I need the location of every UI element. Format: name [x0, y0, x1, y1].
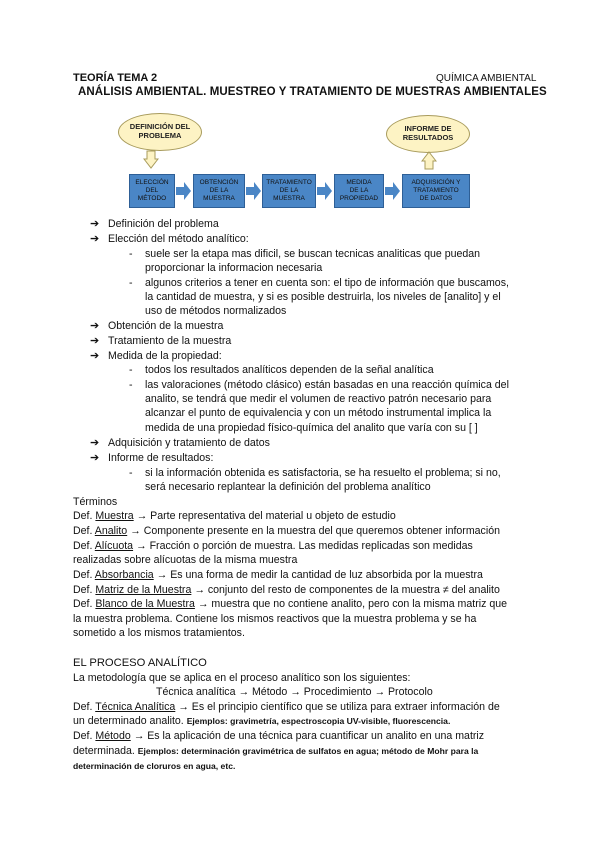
- dash-icon: -: [129, 364, 133, 376]
- bullet-arrow-icon: ➔: [90, 218, 100, 230]
- terms-heading: Términos: [73, 496, 118, 508]
- sub-item-text: medida de una propiedad físico-química del analito que varía con su [ ]: [145, 422, 478, 434]
- sub-item-text: proporcionar la informacion necesaria: [145, 262, 323, 274]
- step-tratamiento: Tratamiento de la muestra: [108, 335, 232, 347]
- def-blanco: Def. Blanco de la Muestra → muestra que no contiene analito, pero con la misma matriz que: [73, 598, 508, 610]
- bullet-arrow-icon: ➔: [90, 335, 100, 347]
- bubble-report: INFORME DE RESULTADOS: [386, 115, 470, 153]
- def-tecnica: Def. Técnica Analítica → Es el principio científico que se utiliza para extraer información de: [73, 701, 500, 713]
- flow-box-eleccion: ELECCIÓN DEL MÉTODO: [129, 174, 175, 208]
- dash-icon: -: [129, 467, 133, 479]
- def-metodo: Def. Método → Es la aplicación de una técnica para cuantificar un analito en una matriz: [73, 730, 485, 742]
- sub-item-text: alcanzar el punto de equivalencia y con un método instrumental implica la: [145, 407, 492, 419]
- step-eleccion: Elección del método analítico:: [108, 233, 249, 245]
- proceso-heading: EL PROCESO ANALÍTICO: [73, 657, 207, 669]
- page-title: ANÁLISIS AMBIENTAL. MUESTREO Y TRATAMIENTO DE MUESTRAS AMBIENTALES: [78, 86, 547, 98]
- proceso-chain: Técnica analítica → Método → Procedimiento → Protocolo: [156, 686, 433, 698]
- step-informe: Informe de resultados:: [108, 452, 214, 464]
- def-alicuota-cont: realizadas sobre alícuotas de la misma muestra: [73, 554, 298, 566]
- def-metodo-cont: determinada. Ejemplos: determinación gravimétrica de sulfatos en agua; método de Mohr para la: [73, 745, 479, 757]
- def-muestra: Def. Muestra → Parte representativa del material u objeto de estudio: [73, 510, 396, 522]
- flow-box-adquisicion: ADQUISICIÓN Y TRATAMIENTO DE DATOS: [402, 174, 470, 208]
- sub-item-text: todos los resultados analíticos dependen de la señal analítica: [145, 364, 434, 376]
- bullet-arrow-icon: ➔: [90, 437, 100, 449]
- def-analito: Def. Analito → Componente presente en la muestra del que queremos obtener información: [73, 525, 500, 537]
- flow-box-medida: MEDIDA DE LA PROPIEDAD: [334, 174, 384, 208]
- right-arrow-icon: [385, 181, 401, 201]
- header-right: QUÍMICA AMBIENTAL: [436, 73, 537, 84]
- sub-item-text: suele ser la etapa mas dificil, se buscan tecnicas analiticas que puedan: [145, 248, 481, 260]
- dash-icon: -: [129, 277, 133, 289]
- sub-item-text: las valoraciones (método clásico) están basadas en una reacción química del: [145, 379, 509, 391]
- sub-item-text: será necesario replantear la definición del problema analítico: [145, 481, 431, 493]
- sub-item-text: si la información obtenida es satisfactoria, se ha resuelto el problema; si no,: [145, 467, 501, 479]
- def-matriz: Def. Matriz de la Muestra → conjunto del resto de componentes de la muestra ≠ del analito: [73, 584, 500, 596]
- step-medida: Medida de la propiedad:: [108, 350, 222, 362]
- bullet-arrow-icon: ➔: [90, 350, 100, 362]
- def-blanco-cont2: sometido a los mismos tratamientos.: [73, 627, 245, 639]
- sub-item-text: uso de métodos normalizados: [145, 305, 287, 317]
- bullet-arrow-icon: ➔: [90, 233, 100, 245]
- dash-icon: -: [129, 248, 133, 260]
- dash-icon: -: [129, 379, 133, 391]
- right-arrow-icon: [176, 181, 192, 201]
- up-arrow-icon: [421, 151, 437, 171]
- def-blanco-cont: la muestra problema. Contiene los mismos reactivos que la muestra problema y se ha: [73, 613, 477, 625]
- flow-box-tratamiento: TRATAMIENTO DE LA MUESTRA: [262, 174, 316, 208]
- step-definicion: Definición del problema: [108, 218, 219, 230]
- right-arrow-icon: [317, 181, 333, 201]
- def-alicuota: Def. Alícuota → Fracción o porción de muestra. Las medidas replicadas son medidas: [73, 540, 473, 552]
- def-absorbancia: Def. Absorbancia → Es una forma de medir la cantidad de luz absorbida por la muestra: [73, 569, 483, 581]
- bullet-arrow-icon: ➔: [90, 320, 100, 332]
- flow-box-obtencion: OBTENCIÓN DE LA MUESTRA: [193, 174, 245, 208]
- right-arrow-icon: [246, 181, 262, 201]
- def-tecnica-cont: un determinado analito. Ejemplos: gravimetría, espectroscopia UV-visible, fluorescencia.: [73, 715, 451, 727]
- sub-item-text: la cantidad de muestra, y si es posible destruirla, los niveles de [analito] y el: [145, 291, 501, 303]
- def-metodo-ejemplo: determinación de cloruros en agua, etc.: [73, 761, 236, 771]
- bullet-arrow-icon: ➔: [90, 452, 100, 464]
- sub-item-text: analito, se tendrá que medir el volumen de reactivo patrón necesario para: [145, 393, 492, 405]
- proceso-intro: La metodología que se aplica en el proceso analítico son los siguientes:: [73, 672, 411, 684]
- header-left: TEORÍA TEMA 2: [73, 72, 158, 84]
- step-adquisicion: Adquisición y tratamiento de datos: [108, 437, 270, 449]
- step-obtencion: Obtención de la muestra: [108, 320, 224, 332]
- down-arrow-icon: [143, 150, 159, 170]
- sub-item-text: algunos criterios a tener en cuenta son: el tipo de información que buscamos,: [145, 277, 509, 289]
- bubble-definition: DEFINICIÓN DEL PROBLEMA: [118, 113, 202, 151]
